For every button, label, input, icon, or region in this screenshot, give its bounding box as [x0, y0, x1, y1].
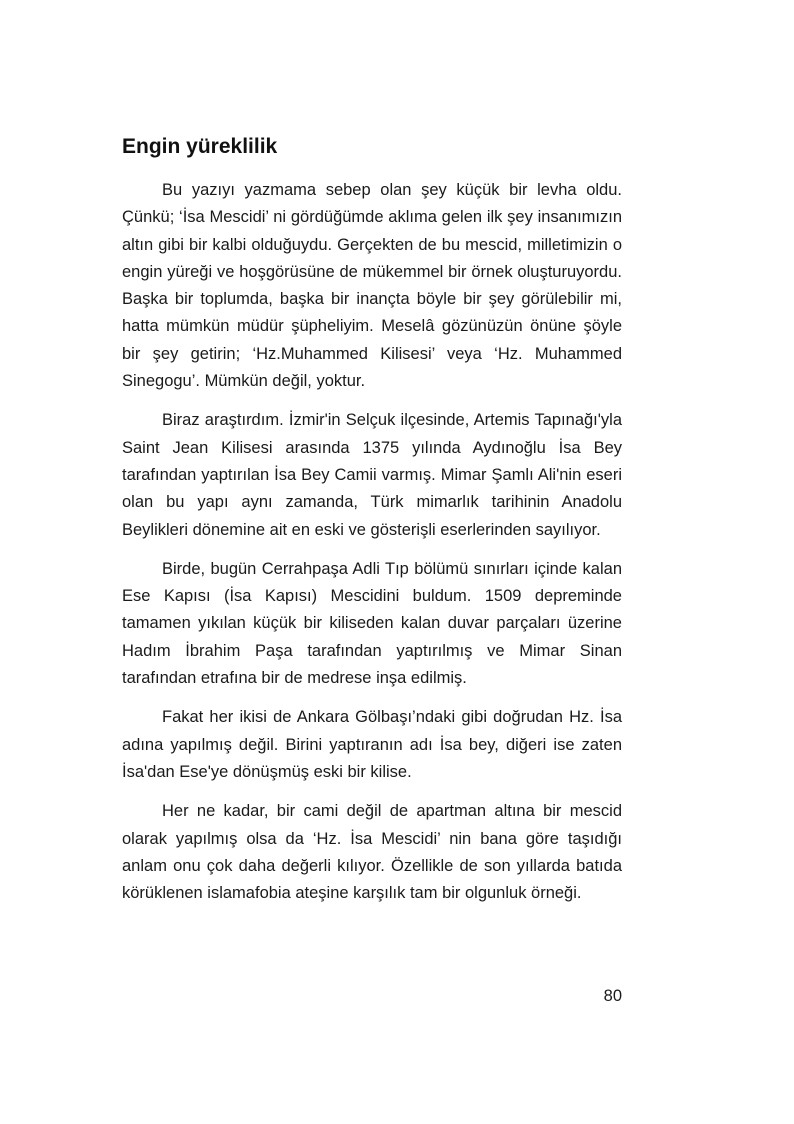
paragraph-1: Bu yazıyı yazmama sebep olan şey küçük bir levha oldu. Çünkü; ‘İsa Mescidi’ ni gördüğümde aklıma gelen ilk şey insanımızın altın gibi bir kalbi olduğuydu. Gerçekten de bu mescid, milletimizin o engin yüreği ve hoşgörüsüne de mükemmel bir örnek oluşturuyordu. Başka bir toplumda, başka bir inançta böyle bir şey görülebilir mi, hatta mümkün müdür şüpheliyim. Meselâ gözünüzün önüne şöyle bir şey getirin; ‘Hz.Muhammed Kilisesi’ veya ‘Hz. Muhammed Sinegogu’. Mümkün değil, yoktur. [122, 181, 622, 391]
paragraph-5: Her ne kadar, bir cami değil de apartman altına bir mescid olarak yapılmış olsa da ‘Hz. İsa Mescidi’ nin bana göre taşıdığı anlam onu çok daha değerli kılıyor. Özellikle de son yıllarda batıda körüklenen islamafobia ateşine karşılık tam bir olgunluk örneği. [122, 802, 622, 903]
paragraph-3: Birde, bugün Cerrahpaşa Adli Tıp bölümü sınırları içinde kalan Ese Kapısı (İsa Kapısı) Mescidini buldum. 1509 depreminde tamamen yıkılan küçük bir kiliseden kalan duvar parçaları üzerine Hadım İbrahim Paşa tarafından yaptırılmış ve Mimar Sinan tarafından etrafına bir de medrese inşa edilmiş. [122, 559, 622, 688]
paragraph-4: Fakat her ikisi de Ankara Gölbaşı’ndaki gibi doğrudan Hz. İsa adına yapılmış değil. Birini yaptıranın adı İsa bey, diğeri ise zaten İsa'dan Ese'ye dönüşmüş eski bir kilise. [122, 708, 622, 781]
section-heading: Engin yüreklilik [122, 135, 278, 158]
page-body [122, 132, 622, 919]
paragraph-2: Biraz araştırdım. İzmir'in Selçuk ilçesinde, Artemis Tapınağı'yla Saint Jean Kilisesi arasında 1375 yılında Aydınoğlu İsa Bey tarafından yaptırılan İsa Bey Camii varmış. Mimar Şamlı Ali'nin eseri olan bu yapı aynı zamanda, Türk mimarlık tarihinin Anadolu Beylikleri dönemine ait en eski ve gösterişli eserlerinden sayılıyor. [122, 411, 622, 539]
page-number: 80 [603, 987, 622, 1005]
